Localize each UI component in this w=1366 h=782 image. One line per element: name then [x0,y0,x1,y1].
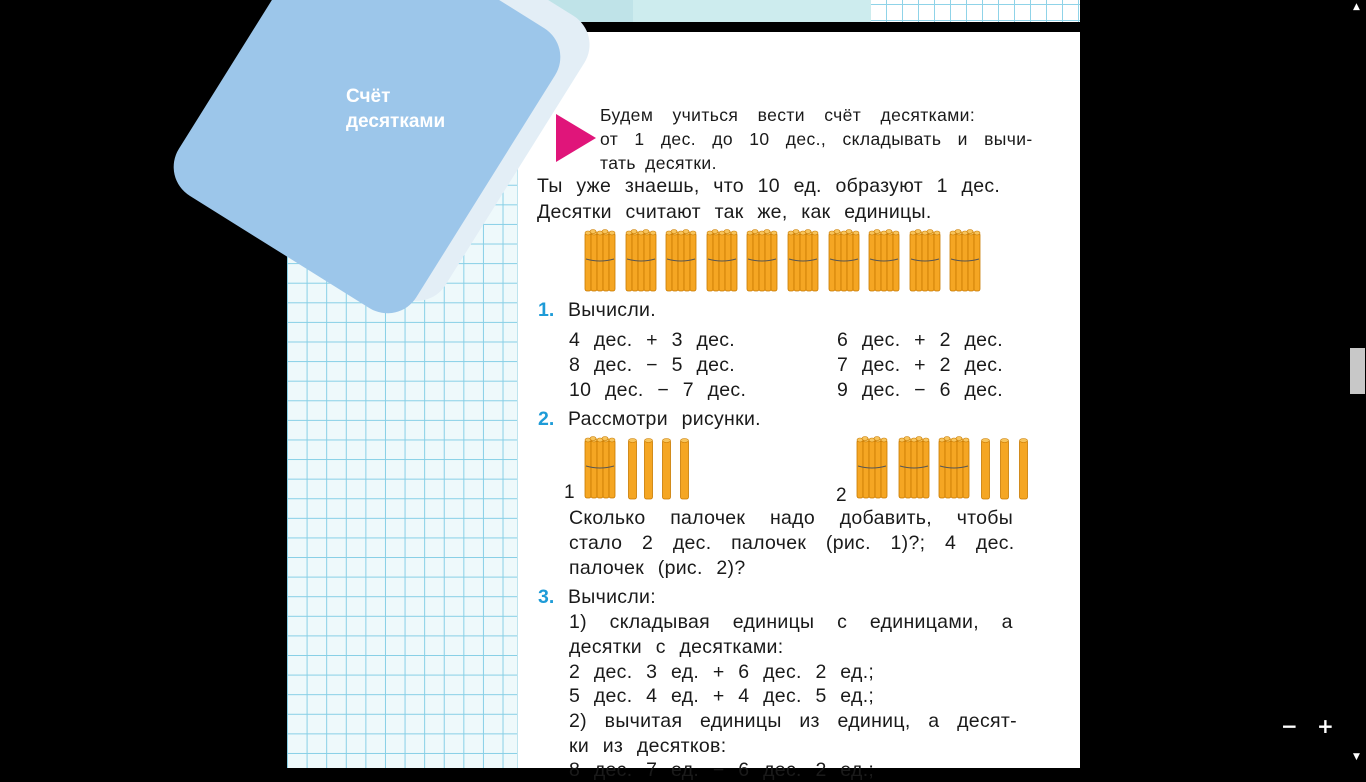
stick-bundle-icon [626,229,656,293]
stick-bundle-icon [857,435,887,501]
scroll-down-icon[interactable]: ▼ [1353,752,1360,762]
question-line: Сколько палочек надо добавить, чтобы [569,507,1014,529]
task3-line: 2 дес. 3 ед. + 6 дес. 2 ед.; [569,661,875,683]
expression: 6 дес. + 2 дес. [837,329,1004,351]
task3-line: десятки с десятками: [569,636,784,658]
scroll-up-icon[interactable]: ▲ [1353,2,1360,12]
intro-line: тать десятки. [600,153,717,173]
textbook-page[interactable] [287,32,1080,781]
text-line: Ты уже знаешь, что 10 ед. образуют 1 дес. [537,175,1001,197]
stick-icon [1019,438,1028,500]
task3-line: 5 дес. 4 ед. + 4 дес. 5 ед.; [569,685,875,707]
figure-label: 2 [836,485,847,506]
stick-icon [628,438,637,500]
stick-icon [1000,438,1009,500]
task-title: Вычисли. [568,299,656,321]
stick-bundle-icon [829,229,859,293]
scroll-thumb[interactable] [1350,348,1365,394]
expression: 9 дес. − 6 дес. [837,379,1004,401]
section-title-line2: десятками [346,111,446,132]
stick-bundle-icon [869,229,899,293]
zoom-in-button[interactable]: + [1317,714,1334,738]
intro-line: от 1 дес. до 10 дес., складывать и вычи- [600,129,1033,149]
stick-bundle-icon [939,435,969,501]
question-line: палочек (рис. 2)? [569,557,746,579]
stick-icon [680,438,689,500]
triangle-right-icon [556,114,596,162]
task-title: Рассмотри рисунки. [568,408,761,430]
task3-line: 8 дес. 7 ед. − 6 дес. 2 ед.; [569,759,875,781]
stick-icon [981,438,990,500]
stick-bundle-icon [910,229,940,293]
expression: 10 дес. − 7 дес. [569,379,747,401]
stick-bundle-icon [707,229,737,293]
section-title-line1: Счёт [346,86,391,107]
stick-bundle-icon [585,435,615,501]
task-number: 1. [538,299,555,321]
section-title [346,84,445,134]
stick-bundle-icon [666,229,696,293]
intro-line: Будем учиться вести счёт десятками: [600,105,976,125]
expression: 7 дес. + 2 дес. [837,354,1004,376]
expression: 8 дес. − 5 дес. [569,354,736,376]
stick-bundle-icon [585,229,615,293]
zoom-out-button[interactable]: − [1281,714,1298,738]
task-number: 3. [538,586,555,608]
task-number: 2. [538,408,555,430]
stick-icon [644,438,653,500]
task3-line: 2) вычитая единицы из единиц, а десят- [569,710,1017,732]
stick-bundle-icon [950,229,980,293]
text-line: Десятки считают так же, как единицы. [537,201,932,223]
stick-icon [662,438,671,500]
task-title: Вычисли: [568,586,656,608]
stick-bundle-icon [747,229,777,293]
question-line: стало 2 дес. палочек (рис. 1)?; 4 дес. [569,532,1015,554]
stick-bundle-icon [899,435,929,501]
task3-line: ки из десятков: [569,735,727,757]
previous-page-grid [871,0,1080,22]
task3-line: 1) складывая единицы с единицами, а [569,611,1013,633]
expression: 4 дес. + 3 дес. [569,329,736,351]
figure-label: 1 [564,482,575,503]
stick-bundle-icon [788,229,818,293]
